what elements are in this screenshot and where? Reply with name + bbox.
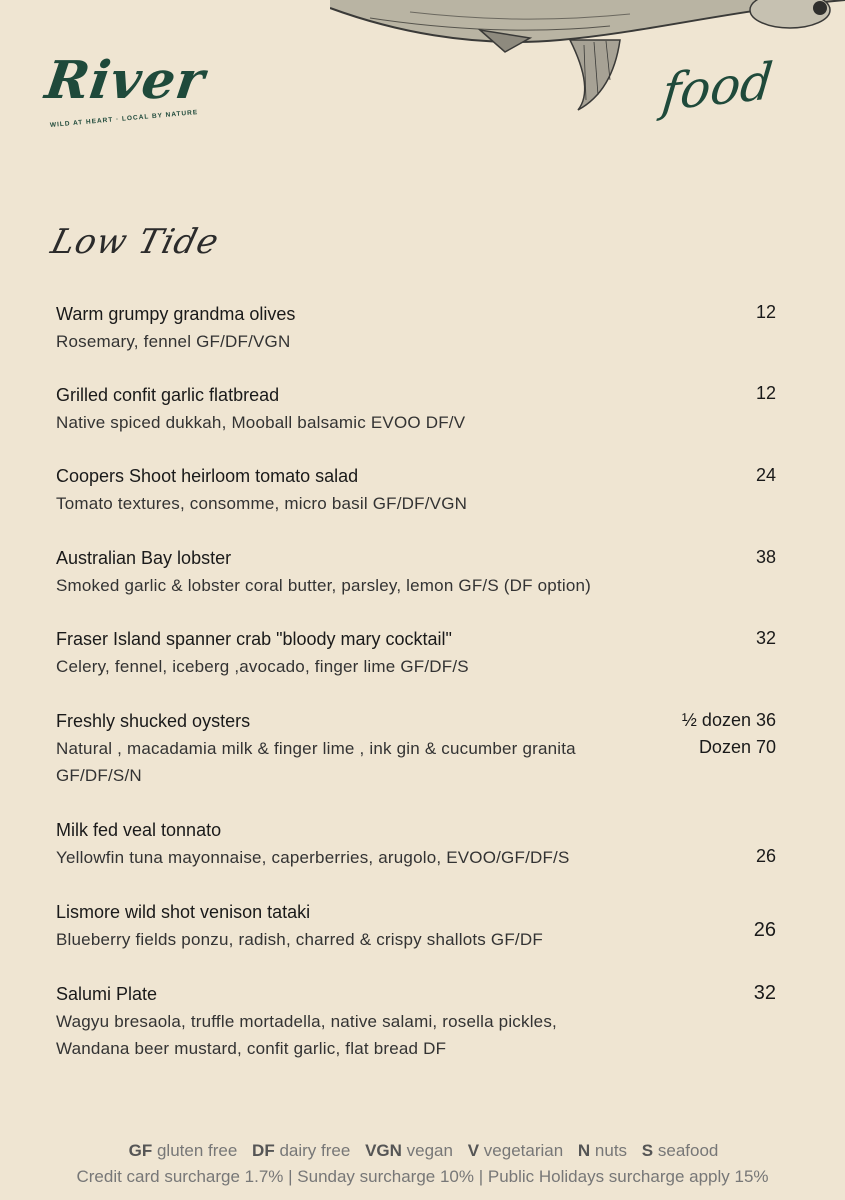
item-price: 26 bbox=[753, 919, 776, 941]
item-name: Warm grumpy grandma olives bbox=[56, 304, 296, 324]
legend-code: N bbox=[577, 1141, 591, 1160]
item-description: Blueberry fields ponzu, radish, charred & crispy shallots GF/DF bbox=[56, 930, 543, 949]
legend-label: nuts bbox=[594, 1141, 628, 1160]
river-logo bbox=[41, 50, 209, 140]
item-name: Freshly shucked oysters bbox=[56, 711, 251, 731]
item-name: Coopers Shoot heirloom tomato salad bbox=[56, 466, 359, 486]
legend-code: DF bbox=[252, 1141, 275, 1160]
legend-code: V bbox=[467, 1141, 480, 1160]
item-description-line2: Wandana beer mustard, confit garlic, flat bread DF bbox=[56, 1039, 447, 1058]
page-heading-food: food bbox=[659, 51, 776, 123]
legend-label: seafood bbox=[657, 1141, 719, 1160]
legend-code: S bbox=[641, 1141, 654, 1160]
item-price: 38 bbox=[755, 547, 776, 567]
item-price: 12 bbox=[755, 383, 776, 403]
item-name: Grilled confit garlic flatbread bbox=[56, 385, 280, 405]
item-price: 24 bbox=[755, 465, 776, 485]
menu-item bbox=[56, 382, 786, 436]
item-price: 32 bbox=[753, 982, 776, 1004]
surcharge-note: Credit card surcharge 1.7% | Sunday surcharge 10% | Public Holidays surcharge apply 15% bbox=[76, 1167, 769, 1186]
item-name: Fraser Island spanner crab "bloody mary cocktail" bbox=[56, 629, 452, 649]
legend-label: dairy free bbox=[279, 1141, 351, 1160]
item-description: Tomato textures, consomme, micro basil GF/DF/VGN bbox=[56, 494, 468, 513]
legend-code: GF bbox=[128, 1141, 153, 1160]
item-description: Rosemary, fennel GF/DF/VGN bbox=[56, 332, 291, 351]
menu-item bbox=[56, 626, 786, 680]
menu-item bbox=[56, 545, 786, 599]
item-description: Natural , macadamia milk & finger lime , ink gin & cucumber granita bbox=[56, 739, 576, 758]
legend-label: vegetarian bbox=[483, 1141, 564, 1160]
item-description: Native spiced dukkah, Mooball balsamic EVOO DF/V bbox=[56, 413, 466, 432]
item-name: Salumi Plate bbox=[56, 984, 158, 1004]
logo-wordmark: River bbox=[41, 50, 209, 111]
logo-tagline: WILD AT HEART · LOCAL BY NATURE bbox=[49, 109, 199, 129]
item-price: 32 bbox=[755, 628, 776, 648]
item-description-line2: GF/DF/S/N bbox=[56, 766, 142, 785]
menu-item bbox=[56, 463, 786, 517]
section-title: Low Tide bbox=[47, 222, 224, 262]
item-description: Smoked garlic & lobster coral butter, parsley, lemon GF/S (DF option) bbox=[56, 576, 592, 595]
item-name: Lismore wild shot venison tataki bbox=[56, 902, 311, 922]
menu-item bbox=[56, 899, 786, 953]
item-name: Milk fed veal tonnato bbox=[56, 820, 222, 840]
legend-label: gluten free bbox=[156, 1141, 238, 1160]
item-price-secondary: Dozen 70 bbox=[698, 737, 776, 757]
menu-item bbox=[56, 708, 786, 789]
item-name: Australian Bay lobster bbox=[56, 548, 232, 568]
legend-code: VGN bbox=[365, 1141, 402, 1160]
item-description: Wagyu bresaola, truffle mortadella, native salami, rosella pickles, bbox=[56, 1012, 557, 1031]
item-price: 26 bbox=[755, 846, 776, 866]
menu-item bbox=[56, 301, 786, 355]
item-price: ½ dozen 36 bbox=[681, 710, 776, 730]
legend-label: vegan bbox=[406, 1141, 453, 1160]
menu-item bbox=[56, 981, 786, 1062]
legend-keys bbox=[0, 1138, 845, 1164]
item-price: 12 bbox=[755, 302, 776, 322]
item-description: Celery, fennel, iceberg ,avocado, finger lime GF/DF/S bbox=[56, 657, 469, 676]
item-description: Yellowfin tuna mayonnaise, caperberries, arugolo, EVOO/GF/DF/S bbox=[56, 848, 570, 867]
dietary-legend bbox=[0, 1138, 845, 1190]
menu-item bbox=[56, 817, 786, 871]
